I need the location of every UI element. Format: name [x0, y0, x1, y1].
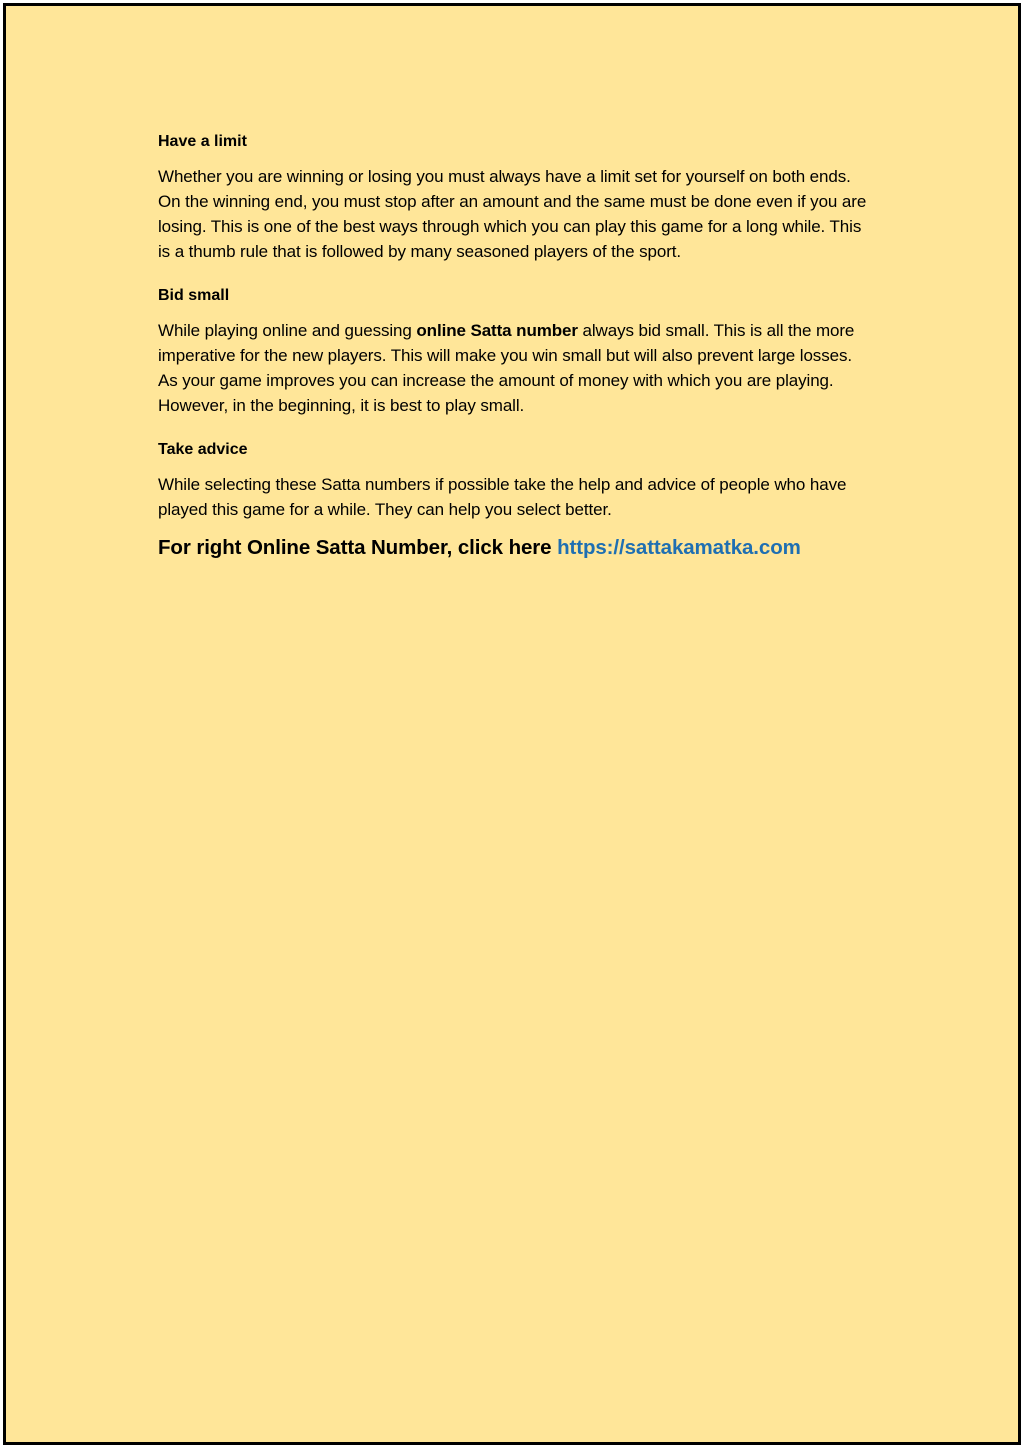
section-body-take-advice: While selecting these Satta numbers if possible take the help and advice of people who have played this game for a while. They can help you select better.: [158, 475, 847, 519]
bid-small-bold-keyword: online Satta number: [416, 321, 578, 340]
cta-link[interactable]: https://sattakamatka.com: [557, 536, 801, 559]
section-heading-take-advice: Take advice: [158, 441, 248, 458]
bid-small-text-before: While playing online and guessing: [158, 321, 417, 340]
section-heading-bid-small: Bid small: [158, 287, 230, 304]
bid-small-text-after: always bid small. This is all the more imperative for the new players. This will make you win small but will also prevent large losses. As your game improves you can increase the amount of money with which you are playing. However, in the beginning, it is best to play small.: [158, 321, 855, 415]
document-content: [158, 130, 873, 562]
cta-text: For right Online Satta Number, click here: [158, 536, 558, 559]
section-body-bid-small: [158, 318, 873, 418]
call-to-action: [158, 534, 873, 562]
section-body-have-a-limit: Whether you are winning or losing you must always have a limit set for yourself on both ends. On the winning end, you must stop after an amount and the same must be done even if you are losing. This is one of the best ways through which you can play this game for a long while. This is a thumb rule that is followed by many seasoned players of the sport.: [158, 167, 867, 261]
section-heading-have-a-limit: Have a limit: [158, 133, 247, 150]
document-page: [3, 3, 1021, 1445]
